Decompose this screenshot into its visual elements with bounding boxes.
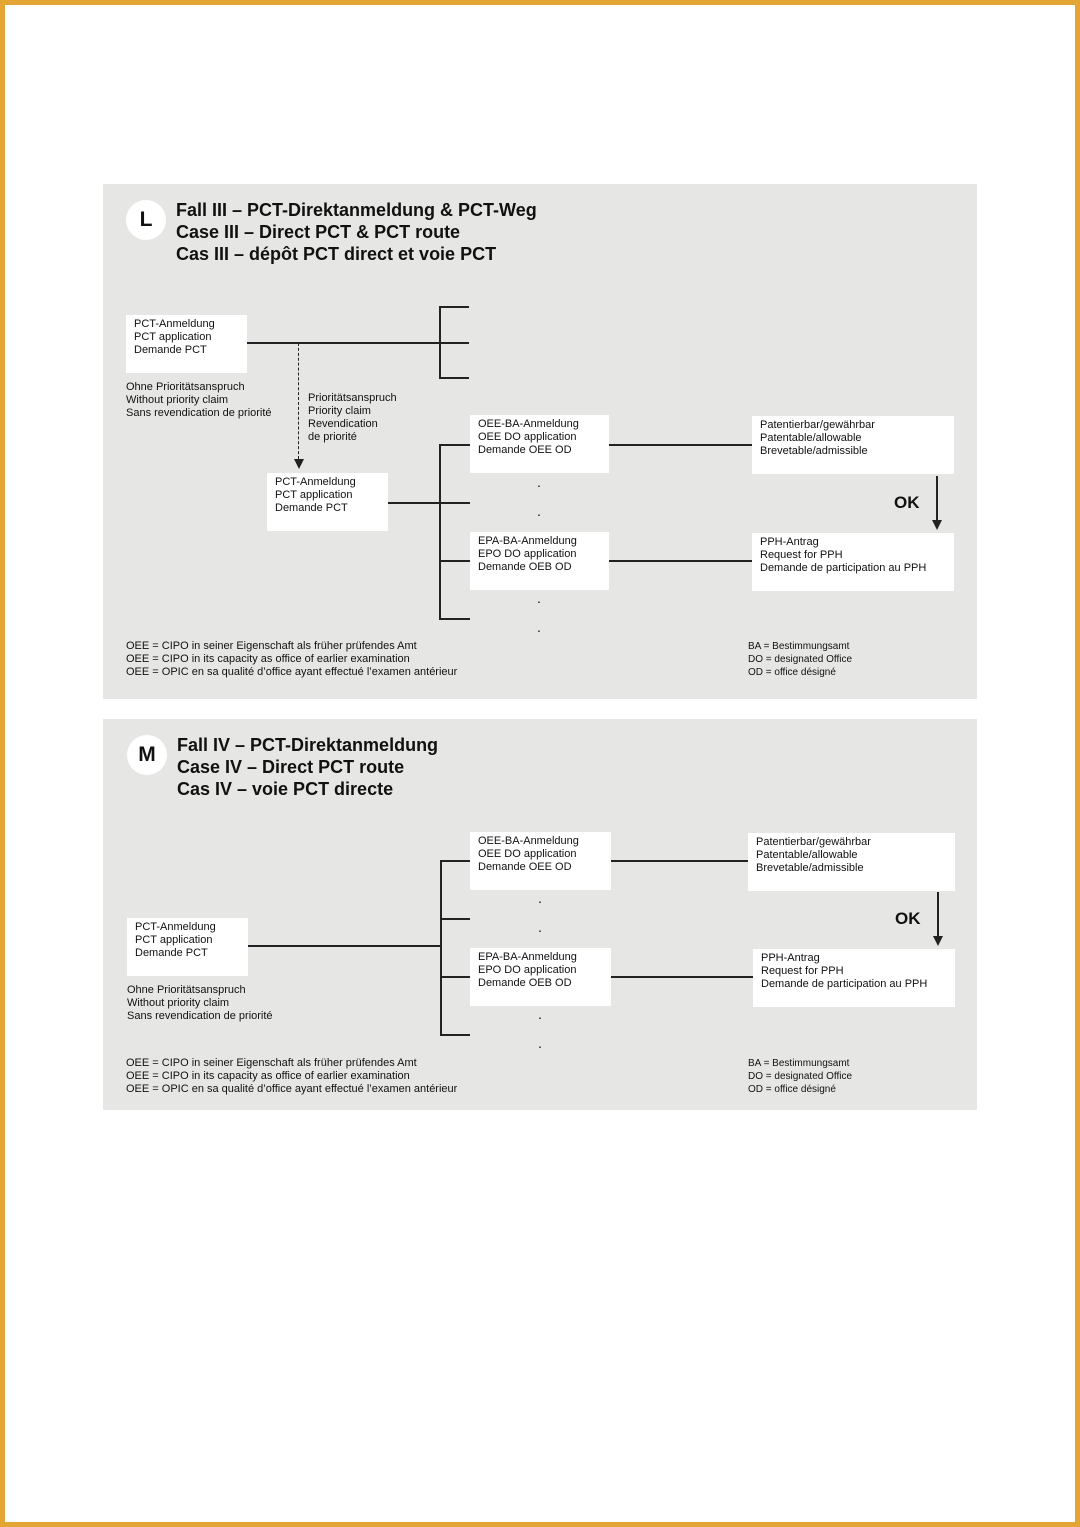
box-line: OEE-BA-Anmeldung — [478, 418, 579, 430]
box-line: OEE-BA-Anmeldung — [478, 835, 579, 847]
box-line: OEE DO application — [478, 848, 577, 860]
box-line: PCT application — [135, 934, 213, 946]
ellipsis-dot: . — [537, 503, 541, 519]
note-line: Sans revendication de priorité — [126, 407, 272, 419]
box-line: Demande PCT — [275, 502, 348, 514]
box-line: Demande OEB OD — [478, 977, 572, 989]
case-iii-panel — [103, 184, 977, 699]
note-line: Prioritätsanspruch — [308, 392, 397, 404]
case-iv-title — [177, 734, 438, 800]
box-line: PCT-Anmeldung — [275, 476, 356, 488]
patentable-box — [752, 416, 954, 474]
connector-line — [440, 860, 442, 1035]
title-en: Case IV – Direct PCT route — [177, 757, 405, 777]
ok-arrow-line — [936, 476, 938, 521]
note-line: OEE = OPIC en sa qualité d’office ayant effectué l’examen antérieur — [126, 666, 458, 678]
note-line: OEE = CIPO in its capacity as office of earlier examination — [126, 1070, 410, 1082]
arrow-head-icon — [932, 520, 942, 530]
connector-line — [439, 306, 469, 308]
box-line: Demande OEE OD — [478, 444, 572, 456]
connector-line — [609, 560, 752, 562]
connector-line — [439, 560, 470, 562]
connector-line — [611, 976, 753, 978]
note-line: Priority claim — [308, 405, 371, 417]
note-line: Sans revendication de priorité — [127, 1010, 273, 1022]
no-priority-note — [126, 381, 272, 420]
no-priority-note — [127, 984, 273, 1023]
note-line: OEE = CIPO in seiner Eigenschaft als früher prüfendes Amt — [126, 1057, 417, 1069]
note-line: Without priority claim — [126, 394, 229, 406]
priority-dashed-line — [298, 343, 299, 459]
connector-line — [439, 342, 469, 344]
abbreviation-legend — [748, 640, 852, 679]
note-line: OEE = OPIC en sa qualité d’office ayant effectué l’examen antérieur — [126, 1083, 458, 1095]
title-fr: Cas III – dépôt PCT direct et voie PCT — [176, 244, 497, 264]
connector-line — [440, 1034, 470, 1036]
ellipsis-dot: . — [537, 619, 541, 635]
box-line: Brevetable/admissible — [760, 445, 868, 457]
box-line: EPO DO application — [478, 548, 577, 560]
ok-label: OK — [894, 493, 920, 512]
pph-request-box — [752, 533, 954, 591]
connector-line — [439, 377, 469, 379]
box-line: Request for PPH — [761, 965, 844, 977]
connector-line — [439, 444, 470, 446]
legend-line: DO = designated Office — [748, 1071, 853, 1082]
pct-application-box — [127, 918, 248, 976]
oee-definition-notes — [126, 1057, 457, 1096]
note-line: Ohne Prioritätsanspruch — [127, 984, 246, 996]
title-de: Fall III – PCT-Direktanmeldung & PCT-Weg — [176, 200, 537, 220]
title-fr: Cas IV – voie PCT directe — [177, 779, 394, 799]
oee-do-application-box — [470, 415, 609, 473]
title-en: Case III – Direct PCT & PCT route — [176, 222, 461, 242]
epo-do-application-box — [470, 948, 611, 1006]
patentable-box — [748, 833, 955, 891]
note-line: Revendication — [308, 418, 378, 430]
ellipsis-dot: . — [538, 919, 542, 935]
case-iii-badge: L — [126, 200, 166, 240]
ellipsis-dot: . — [538, 890, 542, 906]
box-line: Demande PCT — [135, 947, 208, 959]
box-line: Demande OEB OD — [478, 561, 572, 573]
abbreviation-legend — [748, 1057, 852, 1096]
note-line: OEE = CIPO in seiner Eigenschaft als früher prüfendes Amt — [126, 640, 417, 652]
box-line: EPA-BA-Anmeldung — [478, 951, 577, 963]
box-line: Patentable/allowable — [760, 432, 862, 444]
legend-line: DO = designated Office — [748, 654, 853, 665]
box-line: PCT application — [134, 331, 212, 343]
connector-line — [439, 444, 441, 619]
box-line: EPO DO application — [478, 964, 577, 976]
case-iv-badge: M — [127, 735, 167, 775]
legend-line: OD = office désigné — [748, 1084, 836, 1095]
box-line: PPH-Antrag — [760, 536, 819, 548]
pct-application-box-2 — [267, 473, 388, 531]
connector-line — [388, 502, 440, 504]
box-line: Demande PCT — [134, 344, 207, 356]
connector-line — [439, 618, 470, 620]
box-line: Patentierbar/gewährbar — [760, 419, 875, 431]
case-iv-panel — [103, 719, 977, 1110]
legend-line: BA = Bestimmungsamt — [748, 641, 850, 652]
connector-line — [440, 860, 470, 862]
connector-line — [248, 945, 441, 947]
box-line: Brevetable/admissible — [756, 862, 864, 874]
box-line: EPA-BA-Anmeldung — [478, 535, 577, 547]
box-line: Demande OEE OD — [478, 861, 572, 873]
arrow-head-icon — [933, 936, 943, 946]
box-line: Patentierbar/gewährbar — [756, 836, 871, 848]
connector-line — [439, 502, 470, 504]
ellipsis-dot: . — [537, 590, 541, 606]
note-line: Ohne Prioritätsanspruch — [126, 381, 245, 393]
pph-request-box — [753, 949, 955, 1007]
connector-line — [440, 976, 470, 978]
ellipsis-dot: . — [538, 1035, 542, 1051]
legend-line: BA = Bestimmungsamt — [748, 1058, 850, 1069]
box-line: Patentable/allowable — [756, 849, 858, 861]
pct-application-box — [126, 315, 247, 373]
box-line: PCT-Anmeldung — [134, 318, 215, 330]
note-line: de priorité — [308, 431, 357, 443]
connector-line — [247, 342, 440, 344]
box-line: PPH-Antrag — [761, 952, 820, 964]
ok-arrow-line — [937, 892, 939, 937]
arrow-head-icon — [294, 459, 304, 469]
connector-line — [609, 444, 752, 446]
oee-do-application-box — [470, 832, 611, 890]
ok-label: OK — [895, 909, 921, 928]
legend-line: OD = office désigné — [748, 667, 836, 678]
epo-do-application-box — [470, 532, 609, 590]
title-de: Fall IV – PCT-Direktanmeldung — [177, 735, 439, 755]
box-line: OEE DO application — [478, 431, 577, 443]
connector-line — [611, 860, 748, 862]
connector-line — [440, 918, 470, 920]
box-line: PCT-Anmeldung — [135, 921, 216, 933]
priority-claim-note — [308, 392, 397, 444]
box-line: Request for PPH — [760, 549, 843, 561]
case-iii-title — [176, 199, 537, 265]
box-line: Demande de participation au PPH — [760, 562, 927, 574]
box-line: PCT application — [275, 489, 353, 501]
note-line: Without priority claim — [127, 997, 230, 1009]
ellipsis-dot: . — [537, 474, 541, 490]
ellipsis-dot: . — [538, 1006, 542, 1022]
box-line: Demande de participation au PPH — [761, 978, 928, 990]
note-line: OEE = CIPO in its capacity as office of earlier examination — [126, 653, 410, 665]
oee-definition-notes — [126, 640, 457, 679]
